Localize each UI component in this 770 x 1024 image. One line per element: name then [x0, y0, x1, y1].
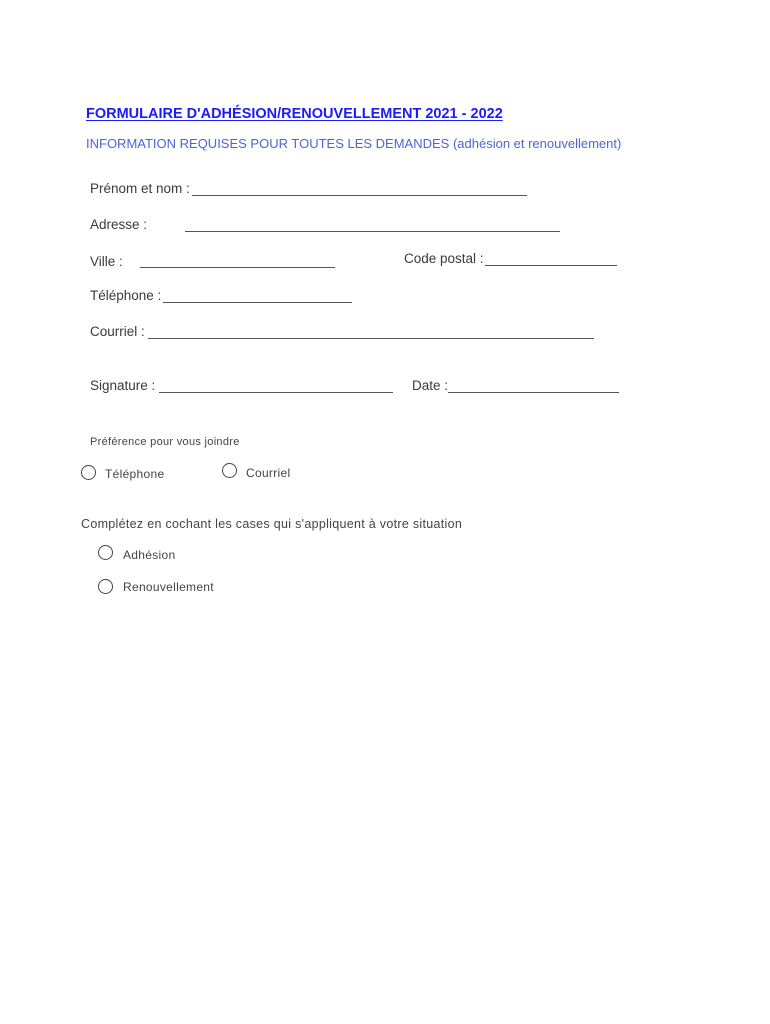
address-field[interactable]: [185, 231, 560, 232]
phone-field[interactable]: [163, 302, 352, 303]
radio-telephone[interactable]: [81, 465, 96, 480]
signature-field[interactable]: [159, 392, 393, 393]
situation-heading: Complétez en cochant les cases qui s'appliquent à votre situation: [81, 517, 463, 531]
form-subtitle: INFORMATION REQUISES POUR TOUTES LES DEMANDES (adhésion et renouvellement): [86, 136, 622, 151]
contact-preference-heading: Préférence pour vous joindre: [90, 436, 240, 448]
checkbox-adhesion-label: Adhésion: [123, 548, 176, 562]
checkbox-renouvellement-label: Renouvellement: [123, 580, 214, 594]
postal-code-field[interactable]: [485, 265, 617, 266]
checkbox-adhesion[interactable]: [98, 545, 113, 560]
form-title: FORMULAIRE D'ADHÉSION/RENOUVELLEMENT 2021 - 2022: [86, 106, 503, 122]
date-label: Date :: [412, 378, 449, 393]
radio-courriel-label: Courriel: [246, 466, 291, 480]
date-field[interactable]: [448, 392, 619, 393]
postal-code-label: Code postal :: [404, 251, 484, 266]
email-field[interactable]: [148, 338, 594, 339]
name-field[interactable]: [192, 195, 527, 196]
checkbox-renouvellement[interactable]: [98, 579, 113, 594]
signature-label: Signature :: [90, 378, 156, 393]
city-field[interactable]: [140, 267, 335, 268]
name-label: Prénom et nom :: [90, 181, 190, 196]
email-label: Courriel :: [90, 324, 145, 339]
phone-label: Téléphone :: [90, 288, 162, 303]
radio-telephone-label: Téléphone: [105, 467, 165, 481]
city-label: Ville :: [90, 254, 123, 269]
radio-courriel[interactable]: [222, 463, 237, 478]
address-label: Adresse :: [90, 217, 148, 232]
